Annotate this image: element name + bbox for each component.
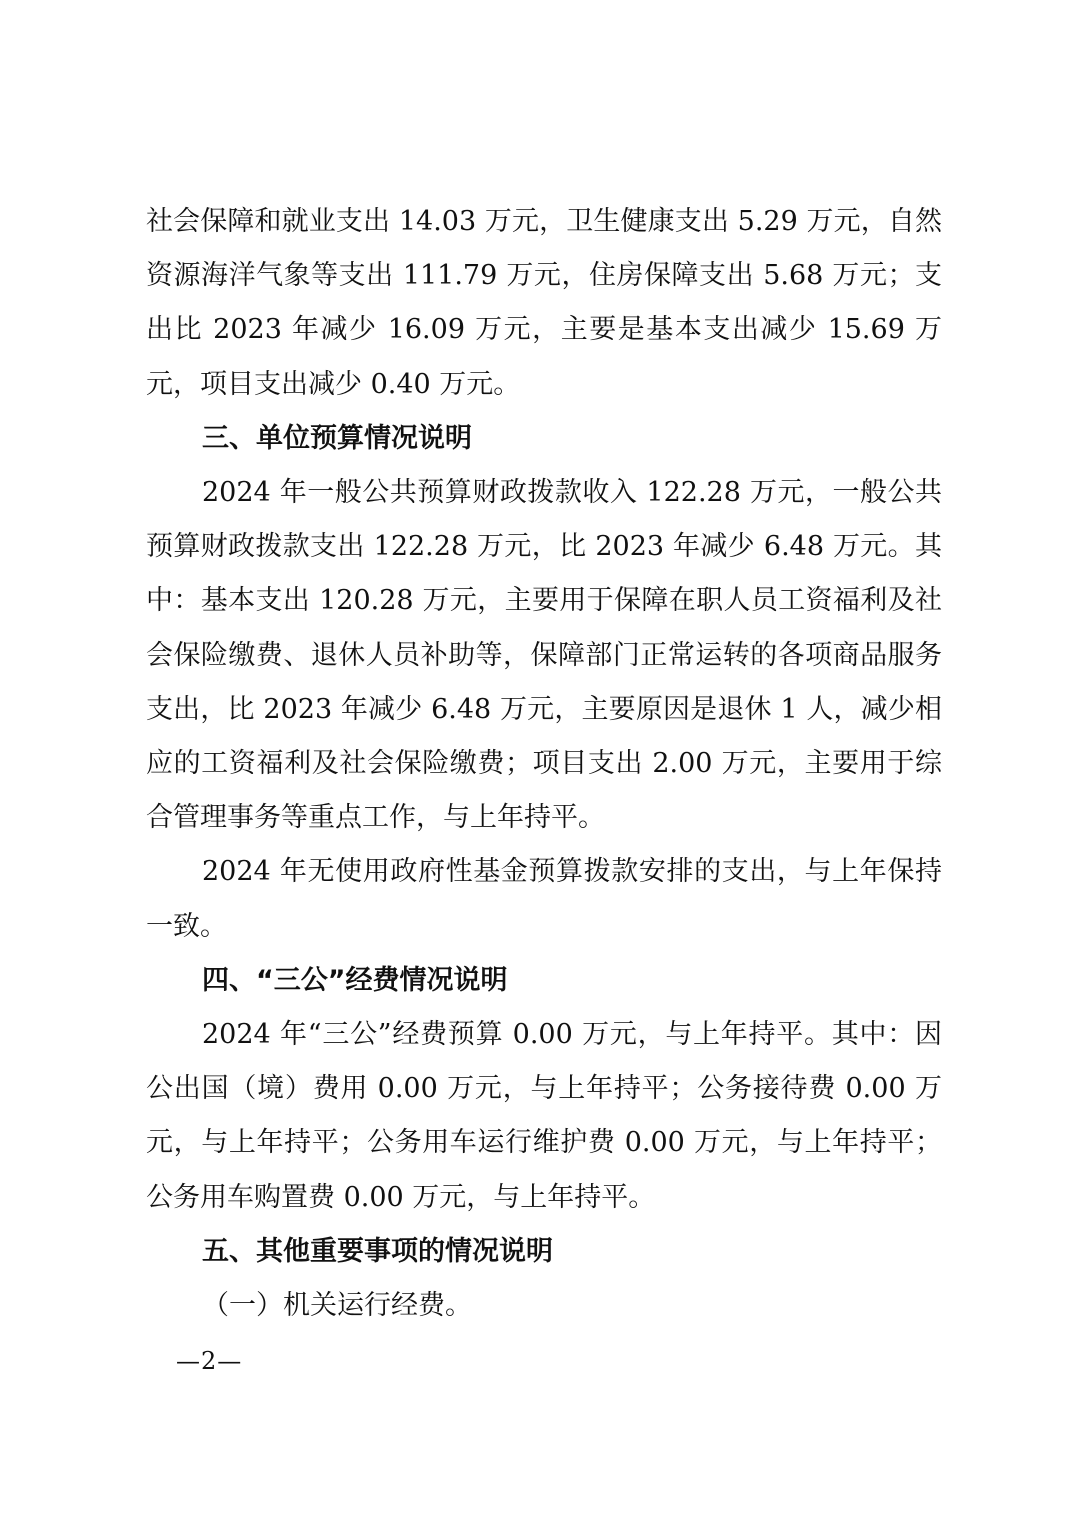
paragraph-expenditure-summary: 社会保障和就业支出 14.03 万元，卫生健康支出 5.29 万元，自然资源海洋气象等支出 111.79 万元，住房保障支出 5.68 万元；支出比 2023 年减少 16.09 万元，主要是基本支出减少 15.69 万元，项目支出减少 0.40 万元。 (146, 206, 942, 400)
heading-unit-budget: 三、单位预算情况说明 (202, 422, 472, 454)
paragraph-three-public-expenses: 2024 年“三公”经费预算 0.00 万元，与上年持平。其中：因公出国（境）费用 0.00 万元，与上年持平；公务接待费 0.00 万元，与上年持平；公务用车运行维护费 0.00 万元，与上年持平；公务用车购置费 0.00 万元，与上年持平。 (146, 1019, 942, 1213)
paragraph-operating-expenses: （一）机关运行经费。 (202, 1290, 472, 1322)
paragraph-general-budget: 2024 年一般公共预算财政拨款收入 122.28 万元，一般公共预算财政拨款支出 122.28 万元，比 2023 年减少 6.48 万元。其中：基本支出 120.28 万元，主要用于保障在职人员工资福利及社会保险缴费、退休人员补助等，保障部门正常运转的各项商品服务支出，比 2023 年减少 6.48 万元，主要原因是退休 1 人，减少相应的工资福利及社会保险缴费；项目支出 2.00 万元，主要用于综合管理事务等重点工作，与上年持平。 (146, 477, 942, 834)
document-body (146, 195, 942, 1333)
page-number: —2— (176, 1347, 243, 1375)
paragraph-government-fund: 2024 年无使用政府性基金预算拨款安排的支出，与上年保持一致。 (146, 856, 942, 942)
heading-three-public-expenses: 四、“三公”经费情况说明 (202, 964, 508, 996)
heading-other-matters: 五、其他重要事项的情况说明 (202, 1235, 553, 1267)
